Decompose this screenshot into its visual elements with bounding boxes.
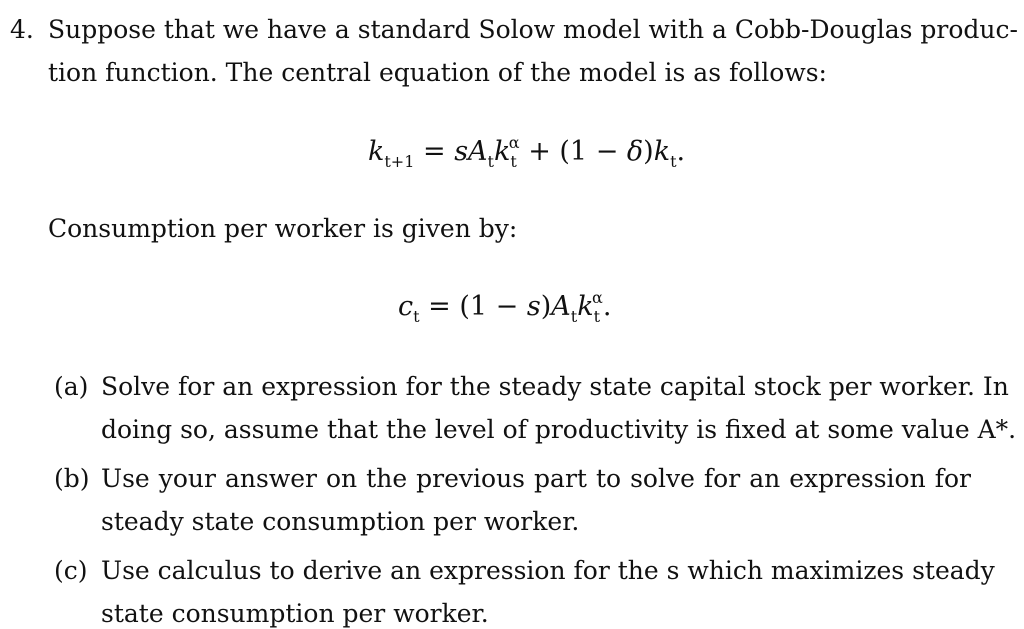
equation-text: $c_t = (1 - s)A_tk_t^\alpha$. xyxy=(398,288,612,326)
part-a-label: (a) xyxy=(54,372,89,401)
capital-accumulation-equation xyxy=(368,135,685,172)
problem-number: 4. xyxy=(10,15,34,44)
intro-line-2: tion function. The central equation of the model is as follows: xyxy=(48,58,827,87)
part-a-line-1: Solve for an expression for the steady state capital stock per worker. In xyxy=(101,372,1009,401)
consumption-intro: Consumption per worker is given by: xyxy=(48,214,518,243)
part-b-line-2: steady state consumption per worker. xyxy=(101,507,580,536)
part-b-line-1: Use your answer on the previous part to solve for an expression for xyxy=(101,464,971,493)
part-c-label: (c) xyxy=(54,556,88,585)
equation-text: $k_{t+1} = sA_tk_t^\alpha + (1 - \delta)k_t$. xyxy=(368,133,686,171)
part-b-label: (b) xyxy=(54,464,90,493)
intro-line-1: Suppose that we have a standard Solow model with a Cobb-Douglas produc- xyxy=(48,15,1018,44)
part-c-line-1: Use calculus to derive an expression for the s which maximizes steady xyxy=(101,556,995,585)
consumption-equation xyxy=(398,290,611,327)
part-a-line-2: doing so, assume that the level of productivity is fixed at some value A*. xyxy=(101,415,1017,444)
part-c-line-2: state consumption per worker. xyxy=(101,599,489,628)
